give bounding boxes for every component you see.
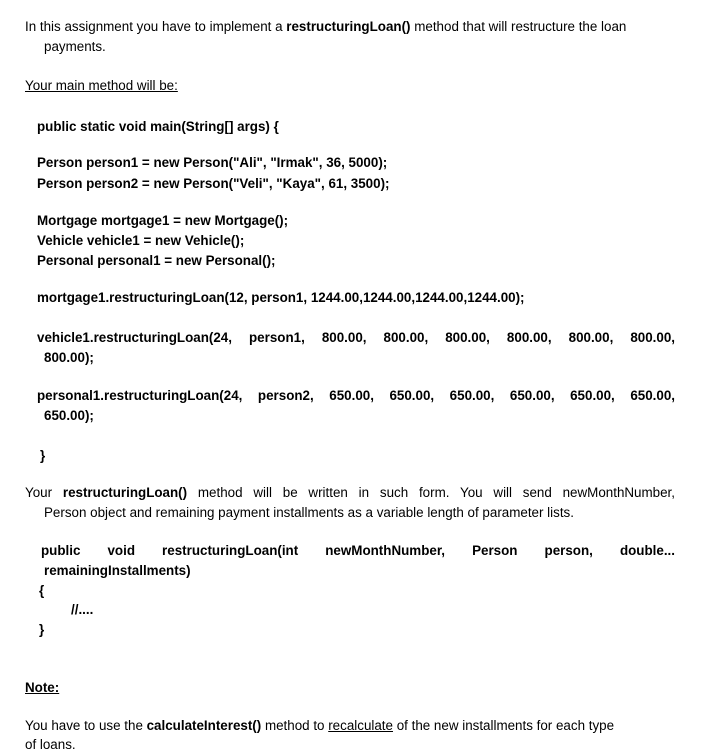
code-person1: Person person1 = new Person("Ali", "Irmak", 36, 5000);: [37, 155, 388, 170]
signature-code-line2: remainingInstallments): [44, 563, 191, 578]
code-mortgage-call: mortgage1.restructuringLoan(12, person1, 1244.00,1244.00,1244.00,1244.00);: [37, 290, 525, 305]
code-vehicle-call-line2: 800.00);: [44, 350, 94, 365]
code-mortgage-decl: Mortgage mortgage1 = new Mortgage();: [37, 213, 289, 228]
signature-open-brace: {: [39, 583, 45, 598]
method-description-line1: Your restructuringLoan() method will be written in such form. You will send newMonthNumber,: [25, 485, 675, 500]
code-main-signature: public static void main(String[] args) {: [37, 119, 279, 134]
code-main-close-brace: }: [40, 448, 46, 463]
note-recalculate-text: recalculate: [328, 718, 393, 733]
method-description-method-name: restructuringLoan(): [62, 485, 188, 500]
note-method-name: calculateInterest(): [146, 718, 262, 733]
code-person2: Person person2 = new Person("Veli", "Kaya", 61, 3500);: [37, 176, 390, 191]
note-paragraph-line1: You have to use the calculateInterest() method to recalculate of the new installments for each type: [25, 718, 615, 733]
signature-comment: //....: [71, 602, 94, 617]
intro-paragraph-line1: In this assignment you have to implement a restructuringLoan() method that will restructure the loan: [25, 19, 627, 34]
intro-paragraph-line2: payments.: [44, 39, 106, 54]
code-personal-call-line2: 650.00);: [44, 408, 94, 423]
code-vehicle-decl: Vehicle vehicle1 = new Vehicle();: [37, 233, 245, 248]
code-personal-call-line1: personal1.restructuringLoan(24, person2, 650.00, 650.00, 650.00, 650.00, 650.00, 650.00,: [37, 388, 675, 403]
signature-code-line1: public void restructuringLoan(int newMonthNumber, Person person, double...: [41, 543, 675, 558]
main-method-heading: Your main method will be:: [25, 78, 178, 93]
note-paragraph-line2: of loans.: [25, 737, 76, 752]
note-heading: Note:: [25, 680, 60, 695]
code-personal-decl: Personal personal1 = new Personal();: [37, 253, 276, 268]
code-vehicle-call-line1: vehicle1.restructuringLoan(24, person1, 800.00, 800.00, 800.00, 800.00, 800.00, 800.00,: [37, 330, 675, 345]
intro-method-name: restructuringLoan(): [286, 19, 411, 34]
method-description-line2: Person object and remaining payment installments as a variable length of parameter lists.: [44, 505, 574, 520]
signature-close-brace: }: [39, 622, 45, 637]
